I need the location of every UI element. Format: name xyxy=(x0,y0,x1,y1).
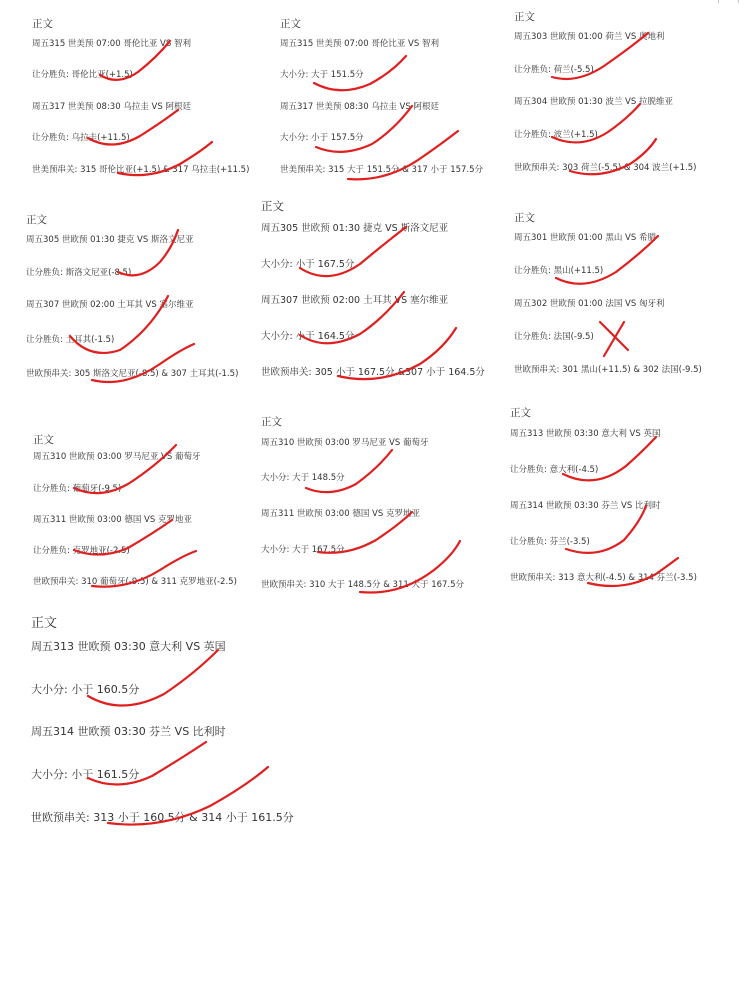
parlay-line: 世欧预串关: 313 小于 160.5分 & 314 小于 161.5分 xyxy=(31,811,294,824)
pick-line: 让分胜负: 土耳其(-1.5) xyxy=(26,335,115,345)
match-line: 周五310 世欧预 03:00 罗马尼亚 VS 葡萄牙 xyxy=(261,438,429,448)
pick-line: 大小分: 小于 164.5分 xyxy=(261,331,355,342)
parlay-line: 世欧预串关: 305 斯洛文尼亚(-8.5) & 307 土耳其(-1.5) xyxy=(26,369,239,379)
match-line: 周五313 世欧预 03:30 意大利 VS 英国 xyxy=(510,429,661,439)
parlay-line: 世欧预串关: 310 大于 148.5分 & 311 大于 167.5分 xyxy=(261,580,465,590)
pick-line: 让分胜负: 黑山(+11.5) xyxy=(514,266,604,276)
bet-block xyxy=(31,612,321,827)
bet-block xyxy=(280,16,495,176)
pick-line: 让分胜负: 芬兰(-3.5) xyxy=(510,537,590,547)
bet-block xyxy=(32,16,250,176)
pick-line: 让分胜负: 哥伦比亚(+1.5) xyxy=(32,70,133,80)
block-title: 正文 xyxy=(31,616,58,631)
parlay-line: 世欧预串关: 301 黑山(+11.5) & 302 法国(-9.5) xyxy=(514,365,702,375)
parlay-line: 世美预串关: 315 大于 151.5分 & 317 小于 157.5分 xyxy=(280,165,484,175)
block-title: 正文 xyxy=(261,199,284,213)
match-line: 周五305 世欧预 01:30 捷克 VS 斯洛文尼亚 xyxy=(261,223,449,234)
parlay-line: 世欧预串关: 313 意大利(-4.5) & 314 芬兰(-3.5) xyxy=(510,573,697,583)
bet-block xyxy=(33,432,248,592)
match-line: 周五314 世欧预 03:30 芬兰 VS 比利时 xyxy=(510,501,661,511)
match-line: 周五317 世美预 08:30 乌拉圭 VS 阿根廷 xyxy=(280,102,439,112)
parlay-line: 世欧预串关: 310 葡萄牙(-9.5) & 311 克罗地亚(-2.5) xyxy=(33,577,237,587)
pick-line: 让分胜负: 乌拉圭(+11.5) xyxy=(32,133,130,143)
match-line: 周五304 世欧预 01:30 波兰 VS 拉脱维亚 xyxy=(514,97,673,107)
pick-line: 大小分: 大于 167.5分 xyxy=(261,545,345,555)
parlay-line: 世美预串关: 315 哥伦比亚(+1.5) & 317 乌拉圭(+11.5) xyxy=(32,165,250,175)
match-line: 周五314 世欧预 03:30 芬兰 VS 比利时 xyxy=(31,725,226,738)
block-title: 正文 xyxy=(280,18,301,30)
pick-line: 让分胜负: 意大利(-4.5) xyxy=(510,465,599,475)
bet-block xyxy=(510,405,735,585)
match-line: 周五315 世美预 07:00 哥伦比亚 VS 智利 xyxy=(280,39,439,49)
match-line: 周五313 世欧预 03:30 意大利 VS 英国 xyxy=(31,640,226,653)
block-title: 正文 xyxy=(510,407,531,419)
pick-line: 大小分: 小于 161.5分 xyxy=(31,768,140,781)
bet-block xyxy=(261,414,501,594)
parlay-line: 世欧预串关: 303 荷兰(-5.5) & 304 波兰(+1.5) xyxy=(514,163,697,173)
pick-line: 大小分: 大于 148.5分 xyxy=(261,473,345,483)
block-title: 正文 xyxy=(514,212,535,224)
match-line: 周五311 世欧预 03:00 德国 VS 克罗地亚 xyxy=(261,509,420,519)
block-title: 正文 xyxy=(26,214,47,226)
match-line: 周五317 世美预 08:30 乌拉圭 VS 阿根廷 xyxy=(32,102,191,112)
bet-block xyxy=(261,198,496,378)
parlay-line: 世欧预串关: 305 小于 167.5分 &307 小于 164.5分 xyxy=(261,367,485,378)
page-corner-mark xyxy=(738,0,739,3)
block-title: 正文 xyxy=(32,18,53,30)
pick-line: 让分胜负: 荷兰(-5.5) xyxy=(514,65,594,75)
pick-line: 让分胜负: 法国(-9.5) xyxy=(514,332,594,342)
block-title: 正文 xyxy=(33,434,54,446)
block-title: 正文 xyxy=(261,416,282,428)
pick-line: 让分胜负: 斯洛文尼亚(-8.5) xyxy=(26,268,132,278)
match-line: 周五301 世欧预 01:00 黑山 VS 希腊 xyxy=(514,233,656,243)
pick-line: 让分胜负: 葡萄牙(-9.5) xyxy=(33,484,122,494)
match-line: 周五307 世欧预 02:00 土耳其 VS 塞尔维亚 xyxy=(26,300,194,310)
pick-line: 让分胜负: 克罗地亚(-2.5) xyxy=(33,546,130,556)
pick-line: 大小分: 小于 157.5分 xyxy=(280,133,364,143)
match-line: 周五302 世欧预 01:00 法国 VS 匈牙利 xyxy=(514,299,665,309)
match-line: 周五307 世欧预 02:00 土耳其 VS 塞尔维亚 xyxy=(261,295,449,306)
pick-line: 大小分: 大于 151.5分 xyxy=(280,70,364,80)
match-line: 周五315 世美预 07:00 哥伦比亚 VS 智利 xyxy=(32,39,191,49)
bet-block xyxy=(26,212,251,382)
pick-line: 大小分: 小于 167.5分 xyxy=(261,259,355,270)
bet-block xyxy=(514,210,729,380)
match-line: 周五311 世欧预 03:00 德国 VS 克罗地亚 xyxy=(33,515,192,525)
block-title: 正文 xyxy=(514,11,535,23)
bet-block xyxy=(514,9,729,174)
pick-line: 大小分: 小于 160.5分 xyxy=(31,683,140,696)
match-line: 周五303 世欧预 01:00 荷兰 VS 奥地利 xyxy=(514,32,665,42)
pick-line: 让分胜负: 波兰(+1.5) xyxy=(514,130,598,140)
page-corner-mark xyxy=(718,0,719,3)
match-line: 周五310 世欧预 03:00 罗马尼亚 VS 葡萄牙 xyxy=(33,452,201,462)
match-line: 周五305 世欧预 01:30 捷克 VS 斯洛文尼亚 xyxy=(26,235,194,245)
